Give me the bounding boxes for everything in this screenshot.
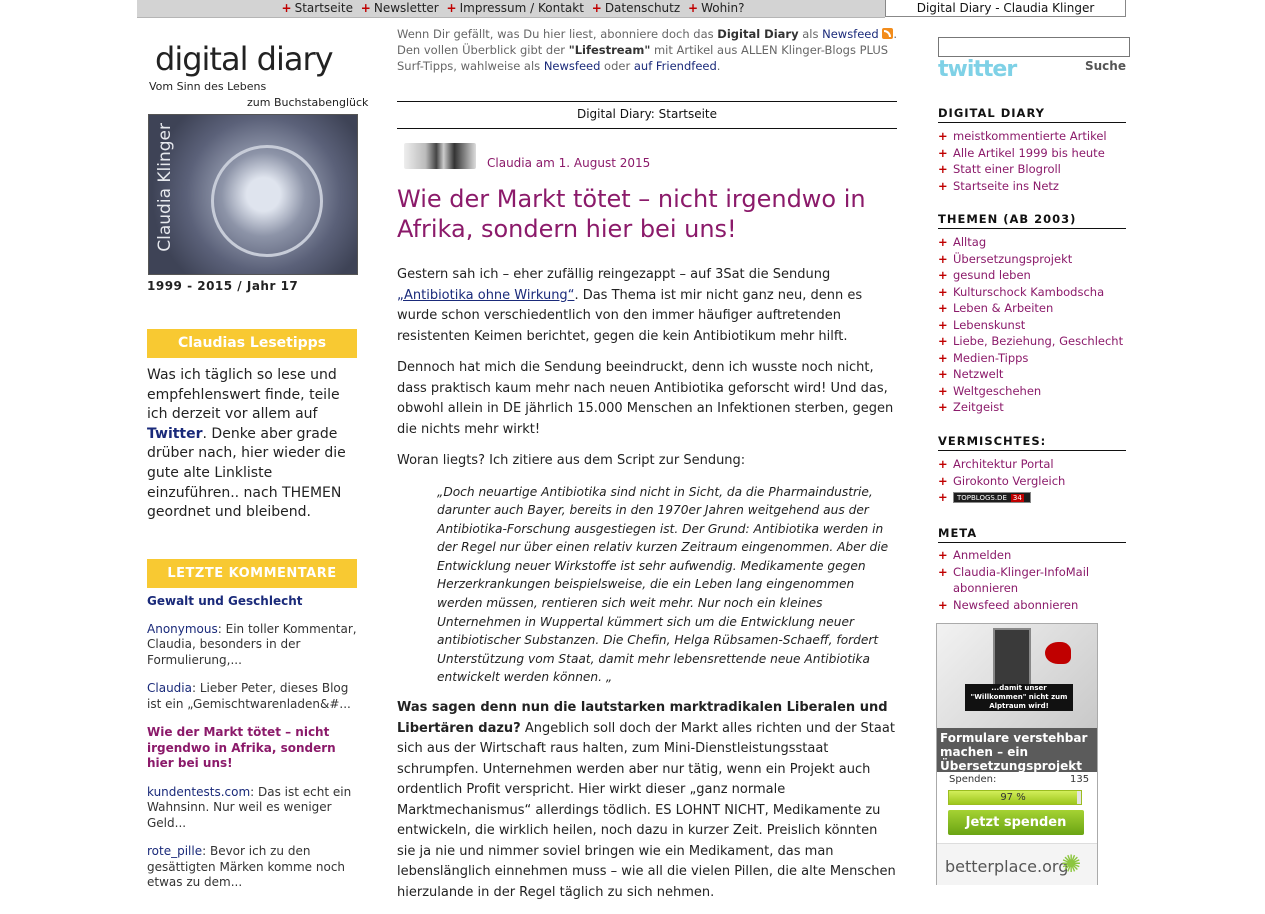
topic-link[interactable]: Weltgeschehen [953, 383, 1042, 398]
comment-text[interactable]: : Lieber Peter, dieses Blog ist ein „Gemischtwarenladen&#... [147, 681, 351, 711]
list-item [938, 128, 1128, 145]
site-title[interactable]: Digital Diary - Claudia Klinger [885, 0, 1126, 17]
photo-name: Claudia Klinger [155, 123, 175, 252]
list-item [938, 350, 1128, 367]
comments-heading: LETZTE KOMMENTARE [147, 559, 357, 588]
friendfeed-link[interactable]: auf Friendfeed [633, 59, 717, 73]
post-paragraph [397, 698, 897, 903]
newsfeed-link[interactable]: Newsfeed [822, 27, 879, 41]
lifestream-bold: "Lifestream" [568, 43, 651, 57]
plus-icon: + [688, 1, 699, 15]
topic-link[interactable]: Übersetzungsprojekt [953, 251, 1073, 266]
list-item [938, 234, 1128, 251]
search-input[interactable] [938, 37, 1130, 57]
lesetipps-text [147, 366, 357, 523]
intro-text: mit Artikel aus ALLEN Klinger-Blogs PLUS Surf-Tipps, wahlweise als [397, 43, 889, 73]
sendung-link[interactable]: „Antibiotika ohne Wirkung“ [397, 287, 575, 303]
topic-link[interactable]: Leben & Arbeiten [953, 301, 1054, 315]
digital-diary-list [938, 128, 1128, 194]
list-item [938, 178, 1128, 195]
comment-item [147, 785, 357, 832]
recent-comments [147, 594, 357, 904]
intro-bold: Digital Diary [717, 27, 799, 41]
betterplace-widget [936, 623, 1098, 885]
donate-button[interactable]: Jetzt spenden [948, 810, 1084, 835]
sidebar-link[interactable]: Startseite ins Netz [953, 178, 1059, 193]
plus-icon: + [446, 1, 457, 15]
nav-wohin[interactable]: Wohin? [701, 1, 745, 15]
lifestream-newsfeed-link[interactable]: Newsfeed [543, 59, 601, 73]
sidebar-link[interactable]: meistkommentierte Artikel [953, 129, 1107, 143]
comment-item [147, 622, 357, 669]
intro-text: oder [600, 59, 634, 73]
lesetipps-pre: Was ich täglich so lese und empfehlenswert finde, teile ich derzeit vor allem auf [147, 367, 340, 423]
login-link[interactable]: Anmelden [953, 548, 1012, 562]
campaign-image[interactable] [937, 624, 1097, 728]
topblogs-badge[interactable] [953, 492, 1031, 503]
comment-post-link[interactable]: Gewalt und Geschlecht [147, 594, 303, 608]
misc-link[interactable]: Architektur Portal [953, 457, 1054, 471]
comment-author[interactable]: Claudia [147, 681, 192, 695]
door-image [993, 628, 1031, 692]
slogan-line-2: zum Buchstabenglück [247, 96, 369, 109]
comment-text[interactable]: : Bevor ich zu den gesättigten Märken komme noch etwas zu dem... [147, 844, 346, 889]
topic-link[interactable]: Lebenskunst [953, 317, 1026, 332]
list-item [938, 300, 1128, 317]
nav-startseite[interactable]: Startseite [294, 1, 353, 15]
digital-diary-heading: DIGITAL DIARY [938, 106, 1126, 123]
topic-link[interactable]: Liebe, Beziehung, Geschlecht [953, 334, 1124, 348]
plus-icon: + [360, 1, 371, 15]
nav-impressum[interactable]: Impressum / Kontakt [459, 1, 584, 15]
topic-link[interactable]: gesund leben [953, 268, 1031, 282]
list-item [938, 456, 1128, 473]
search-button[interactable]: Suche [1085, 59, 1126, 73]
progress-fill: 97 % [949, 791, 1077, 804]
twitter-logo[interactable]: twitter [938, 57, 1017, 82]
intro-text: Wenn Dir gefällt, was Du hier liest, abonniere doch das [397, 27, 718, 41]
post-paragraph [397, 265, 897, 347]
plus-icon: + [591, 1, 602, 15]
intro-text: . [716, 59, 721, 73]
badge-number: 34 [1012, 494, 1022, 502]
year-line: 1999 - 2015 / Jahr 17 [147, 279, 299, 293]
list-item [938, 473, 1128, 490]
intro-text: . Den vollen Überblick gibt der [397, 27, 897, 57]
list-item [938, 383, 1128, 400]
nav-datenschutz[interactable]: Datenschutz [604, 1, 681, 15]
list-item [938, 145, 1128, 162]
comment-item [147, 844, 357, 891]
list-item [938, 366, 1128, 383]
top-nav [137, 0, 885, 18]
sidebar-link[interactable]: Alle Artikel 1999 bis heute [953, 145, 1105, 160]
themen-list [938, 234, 1128, 416]
list-item [938, 284, 1128, 301]
comment-post-link-active[interactable]: Wie der Markt tötet – nicht irgendwo in Afrika, sondern hier bei uns! [147, 725, 336, 770]
rss-icon[interactable] [882, 28, 893, 39]
badge-text: TOPBLOGS.DE [957, 494, 1007, 502]
intro-text: als [798, 27, 823, 41]
post-paragraph: Woran liegts? Ich zitiere aus dem Script zur Sendung: [397, 453, 746, 468]
comment-text[interactable]: : Ein toller Kommentar, Claudia, besonders in der Formulierung,... [147, 621, 357, 667]
topic-link[interactable]: Medien-Tipps [953, 350, 1029, 365]
vermischtes-list [938, 456, 1128, 506]
star-icon: ✺ [1061, 850, 1082, 878]
list-item [938, 161, 1128, 178]
list-item [938, 564, 1128, 597]
list-item [938, 597, 1128, 614]
lesetipps-heading: Claudias Lesetipps [147, 329, 357, 358]
campaign-caption: ...damit unser "Willkommen" nicht zum Alptraum wird! [965, 684, 1073, 711]
vermischtes-heading: VERMISCHTES: [938, 434, 1126, 451]
misc-link[interactable]: Girokonto Vergleich [953, 473, 1066, 488]
list-item [938, 317, 1128, 334]
sidebar-link[interactable]: Statt einer Blogroll [953, 162, 1061, 176]
paragraph-bold: Was sagen denn nun die lautstarken marktradikalen Liberalen und Libertären dazu? [397, 700, 888, 736]
post-title[interactable]: Wie der Markt tötet – nicht irgendwo in Afrika, sondern hier bei uns! [397, 185, 866, 243]
comment-author[interactable]: kundentests.com [147, 784, 251, 799]
slogan-line-1: Vom Sinn des Lebens [149, 80, 267, 93]
post-body [397, 265, 897, 914]
nav-newsletter[interactable]: Newsletter [373, 1, 439, 15]
photo-ring-decoration [211, 145, 323, 257]
dog-icon [1045, 642, 1071, 664]
topic-link[interactable]: Zeitgeist [953, 400, 1004, 414]
comment-text[interactable]: : Das ist echt ein Wahnsinn. Nur weil es weniger Geld... [147, 784, 352, 830]
themen-heading: THEMEN (AB 2003) [938, 212, 1126, 229]
betterplace-footer[interactable] [937, 843, 1097, 885]
topic-link[interactable]: Alltag [953, 235, 987, 249]
twitter-link[interactable]: Twitter [147, 425, 203, 442]
list-item [938, 333, 1128, 350]
comment-author[interactable]: rote_pille [147, 844, 203, 858]
betterplace-logo: betterplace.org [945, 857, 1069, 876]
site-logo[interactable]: digital diary [155, 40, 333, 78]
donations-count: 135 [1070, 774, 1090, 785]
list-item [938, 547, 1128, 564]
plus-icon: + [281, 1, 292, 15]
post-quote: „Doch neuartige Antibiotika sind nicht in Sicht, da die Pharmaindustrie, darunter auch Bayer, bereits in den 1970er Jahren weitgehend aus der Antibiotika-Forschung ausgestiegen ist. Der Grund: Antibiotika werden in der Regel nur über einen relativ kurzen Zeitraum eingenommen. Aber die Entwicklung neuer Wirkstoffe ist sehr aufwendig. Medikamente gegen Herzerkrankungen beispielsweise, die ein Leben lang eingenommen werden müssen, rentieren sich weit mehr. Nur noch ein kleines Unternehmen in Wuppertal kümmert sich um die Entwicklung neuer antibiotischer Substanzen. Die Chefin, Helga Rübsamen-Schaeff, fordert Unterstützung vom Staat, damit mehr lebensrettende neue Antibiotika entwickelt werden können. „ [437, 484, 889, 685]
newsfeed-subscribe-link[interactable]: Newsfeed abonnieren [953, 597, 1079, 612]
infomail-link[interactable]: Claudia-Klinger-InfoMail abonnieren [953, 564, 1090, 595]
breadcrumb[interactable]: Digital Diary: Startseite [397, 101, 897, 129]
paragraph-text: Angeblich soll doch der Markt alles richten und der Staat sich aus der Wirtschaft raus halten, zum Mini-Dienstleistungsstaat schrumpfen. Unternehmen werden aber nur tätig, wenn ein Projekt auch ordentlich Profit verspricht. Hier wirkt dieser „ganz normale Marktmechanismus“ allerdings tödlich. ES LOHNT NICHT, Medikamente zu entwickeln, die wirklich heilen, noch dazu in kurzer Zeit. Preislich könnten sie ja nie und nimmer soviel bringen wie ein Medikament, das man lebenslänglich einnehmen muss – wie all die vielen Pillen, die alte Menschen hierzulande in der Regel täglich zu sich nehmen. [397, 720, 896, 900]
list-item [938, 489, 1128, 506]
lesetipps-post: . Denke aber grade drüber nach, hier wieder die gute alte Linkliste einzuführen.. nach THEMEN geordnet und bleibend. [147, 425, 346, 521]
topic-link[interactable]: Netzwelt [953, 367, 1004, 381]
paragraph-text: Gestern sah ich – eher zufällig reingezappt – auf 3Sat die Sendung [397, 267, 831, 282]
subscribe-intro [397, 26, 897, 74]
list-item [938, 267, 1128, 284]
header-photo [148, 114, 358, 275]
meta-heading: META [938, 526, 1126, 543]
list-item [938, 399, 1128, 416]
paragraph-text: . Das Thema ist mir nicht ganz neu, denn es wurde schon verschiedentlich von den immer häufiger auftretenden resistenten Keimen berichtet, gegen die kein Antibiotikum mehr hilft. [397, 287, 863, 344]
comment-item [147, 681, 357, 712]
comment-author[interactable]: Anonymous [147, 621, 218, 636]
donations-label: Spenden: [949, 774, 997, 785]
campaign-title[interactable]: Formulare verstehbar machen – ein Übersetzungsprojekt [937, 728, 1097, 772]
progress-bar [948, 790, 1082, 805]
topic-link[interactable]: Kulturschock Kambodscha [953, 284, 1105, 299]
post-paragraph: Dennoch hat mich die Sendung beeindruckt, denn ich wusste noch nicht, dass praktisch kaum mehr nach neuen Antibiotika geforscht wird! Und das, obwohl allein in DE jährlich 15.000 Menschen an Infektionen sterben, gegen die nichts mehr wirkt! [397, 360, 894, 437]
author-eyes-image [404, 143, 476, 169]
post-meta: Claudia am 1. August 2015 [487, 156, 651, 170]
list-item [938, 251, 1128, 268]
meta-list [938, 547, 1128, 613]
